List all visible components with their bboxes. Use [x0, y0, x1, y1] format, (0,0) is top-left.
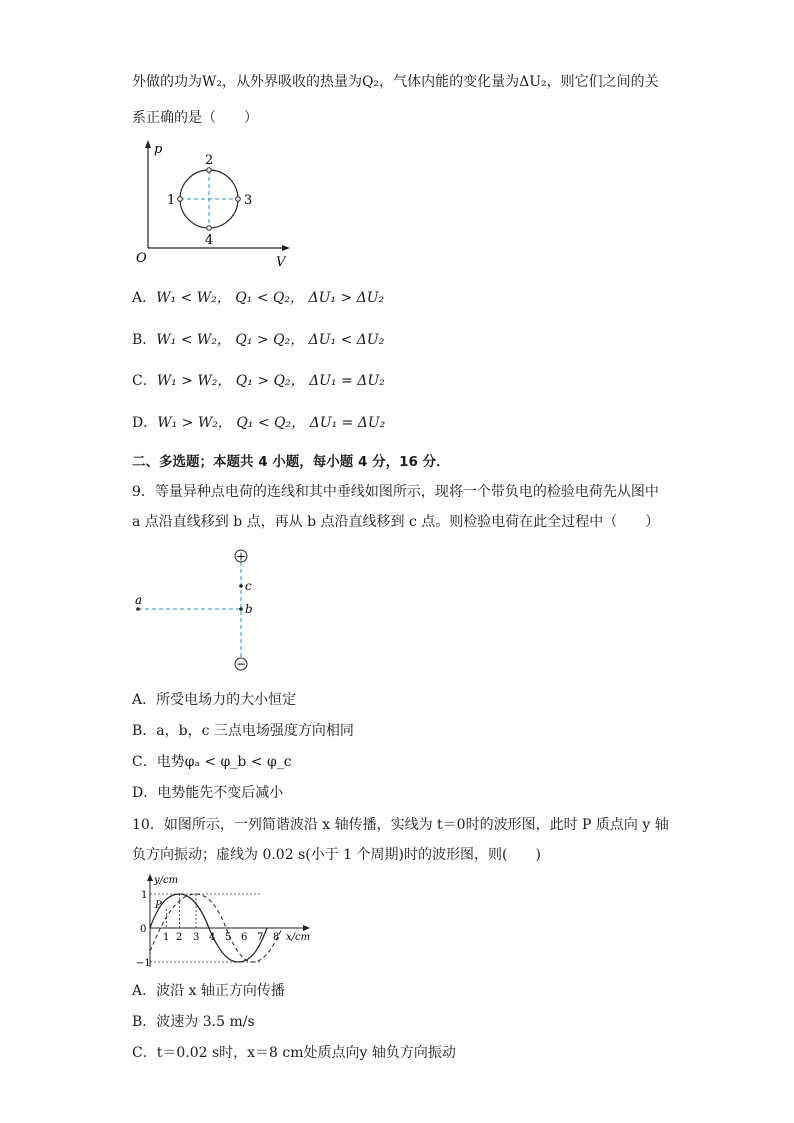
q10-stem-line1: 10．如图所示，一列简谐波沿 x 轴传播，实线为 t＝0时的波形图，此时 P 质点向 y 轴	[132, 817, 669, 833]
label-b: b	[245, 602, 253, 616]
q9-option-c	[132, 752, 292, 772]
q8-option-b	[132, 330, 384, 350]
point-b	[239, 607, 243, 611]
pv-label-2: 2	[205, 153, 214, 168]
pv-diagram	[130, 140, 300, 270]
q9-option-d	[132, 783, 283, 803]
wave-x-tick-5: 5	[225, 932, 232, 943]
q10-option-b-letter: B．	[132, 1014, 157, 1030]
q8-option-a-text: W₁ < W₂， Q₁ < Q₂， ΔU₁ > ΔU₂	[156, 290, 385, 306]
pv-label-p: p	[154, 142, 163, 157]
q9-option-b-letter: B．	[132, 723, 157, 739]
q9-option-c-text: 电势φₐ < φ_b < φ_c	[156, 754, 292, 770]
wave-x-tick-8: 8	[273, 932, 280, 943]
pv-v-axis-arrow	[282, 245, 290, 251]
q10-option-b	[132, 1012, 255, 1032]
wave-y-tick-1: 1	[141, 890, 148, 901]
q8-option-d	[132, 413, 385, 433]
q9-option-c-letter: C．	[132, 754, 157, 770]
q9-option-b-text: a，b，c 三点电场强度方向相同	[156, 723, 354, 739]
wave-y-label: y/cm	[154, 875, 179, 886]
wave-x-tick-3: 3	[193, 932, 200, 943]
q9-option-a-letter: A．	[132, 692, 157, 708]
pv-label-4: 4	[205, 233, 214, 248]
q10-option-c	[132, 1043, 456, 1063]
positive-charge-sign: +	[235, 549, 247, 564]
q8-option-b-text: W₁ < W₂， Q₁ > Q₂， ΔU₁ < ΔU₂	[156, 332, 385, 348]
wave-y-tick-minus-1: −1	[136, 958, 151, 969]
q10-option-a	[132, 981, 285, 1001]
wave-p-label: P	[155, 900, 162, 911]
pv-point-1	[178, 197, 183, 202]
wave-x-tick-4: 4	[209, 932, 216, 943]
q8-option-c-text: W₁ > W₂， Q₁ > Q₂， ΔU₁ = ΔU₂	[156, 373, 385, 389]
wave-y-axis-arrow	[147, 874, 153, 881]
section-heading-multi-choice: 二、多选题；本题共 4 小题，每小题 4 分，16 分．	[132, 454, 450, 470]
q10-option-c-text: t＝0.02 s时，x＝8 cm处质点向y 轴负方向振动	[156, 1045, 456, 1061]
charges-diagram	[130, 545, 260, 675]
q8-option-d-letter: D．	[132, 415, 158, 431]
pv-point-4	[207, 226, 212, 231]
wave-origin-label: 0	[140, 924, 147, 935]
q8-stem-line1: 外做的功为W₂，从外界吸收的热量为Q₂，气体内能的变化量为ΔU₂，则它们之间的关	[132, 74, 659, 90]
q10-option-a-text: 波沿 x 轴正方向传播	[156, 983, 285, 999]
q9-option-a-text: 所受电场力的大小恒定	[156, 692, 297, 708]
q8-option-a	[132, 288, 384, 308]
q9-stem-line2: a 点沿直线移到 b 点，再从 b 点沿直线移到 c 点。则检验电荷在此全过程中（ ）	[132, 514, 660, 530]
label-c: c	[245, 579, 252, 593]
q10-option-a-letter: A．	[132, 983, 157, 999]
q8-option-d-text: W₁ > W₂， Q₁ < Q₂， ΔU₁ = ΔU₂	[157, 415, 386, 431]
q9-option-a	[132, 690, 296, 710]
negative-charge-sign: −	[235, 657, 247, 671]
pv-label-3: 3	[244, 193, 253, 208]
wave-diagram	[130, 872, 320, 972]
q10-option-b-text: 波速为 3.5 m/s	[156, 1014, 255, 1030]
q9-stem-line1: 9．等量异种点电荷的连线和其中垂线如图所示，现将一个带负电的检验电荷先从图中	[132, 484, 659, 500]
pv-p-axis-arrow	[145, 140, 151, 148]
pv-label-1: 1	[167, 193, 176, 208]
wave-x-label: x/cm	[286, 932, 311, 943]
pv-label-origin: O	[136, 251, 147, 266]
wave-x-axis-arrow	[303, 925, 310, 931]
pv-point-3	[236, 197, 241, 202]
pv-label-v: V	[276, 255, 286, 270]
wave-x-tick-2: 2	[176, 932, 183, 943]
q10-stem-line2: 负方向振动；虚线为 0.02 s(小于 1 个周期)时的波形图，则( )	[132, 847, 541, 863]
pv-point-2	[207, 168, 212, 173]
q8-option-a-letter: A．	[132, 290, 157, 306]
q8-option-c	[132, 371, 385, 391]
q8-option-b-letter: B．	[132, 332, 157, 348]
q8-stem-line2: 系正确的是（ ）	[132, 110, 258, 126]
point-c	[239, 584, 243, 588]
q10-option-c-letter: C．	[132, 1045, 157, 1061]
wave-x-tick-1: 1	[163, 932, 170, 943]
label-a: a	[135, 593, 143, 607]
point-a	[136, 607, 140, 611]
wave-x-tick-7: 7	[257, 932, 264, 943]
q9-option-d-text: 电势能先不变后减小	[157, 785, 284, 801]
wave-x-tick-6: 6	[241, 932, 248, 943]
q9-option-d-letter: D．	[132, 785, 158, 801]
q9-option-b	[132, 721, 354, 741]
q8-option-c-letter: C．	[132, 373, 157, 389]
